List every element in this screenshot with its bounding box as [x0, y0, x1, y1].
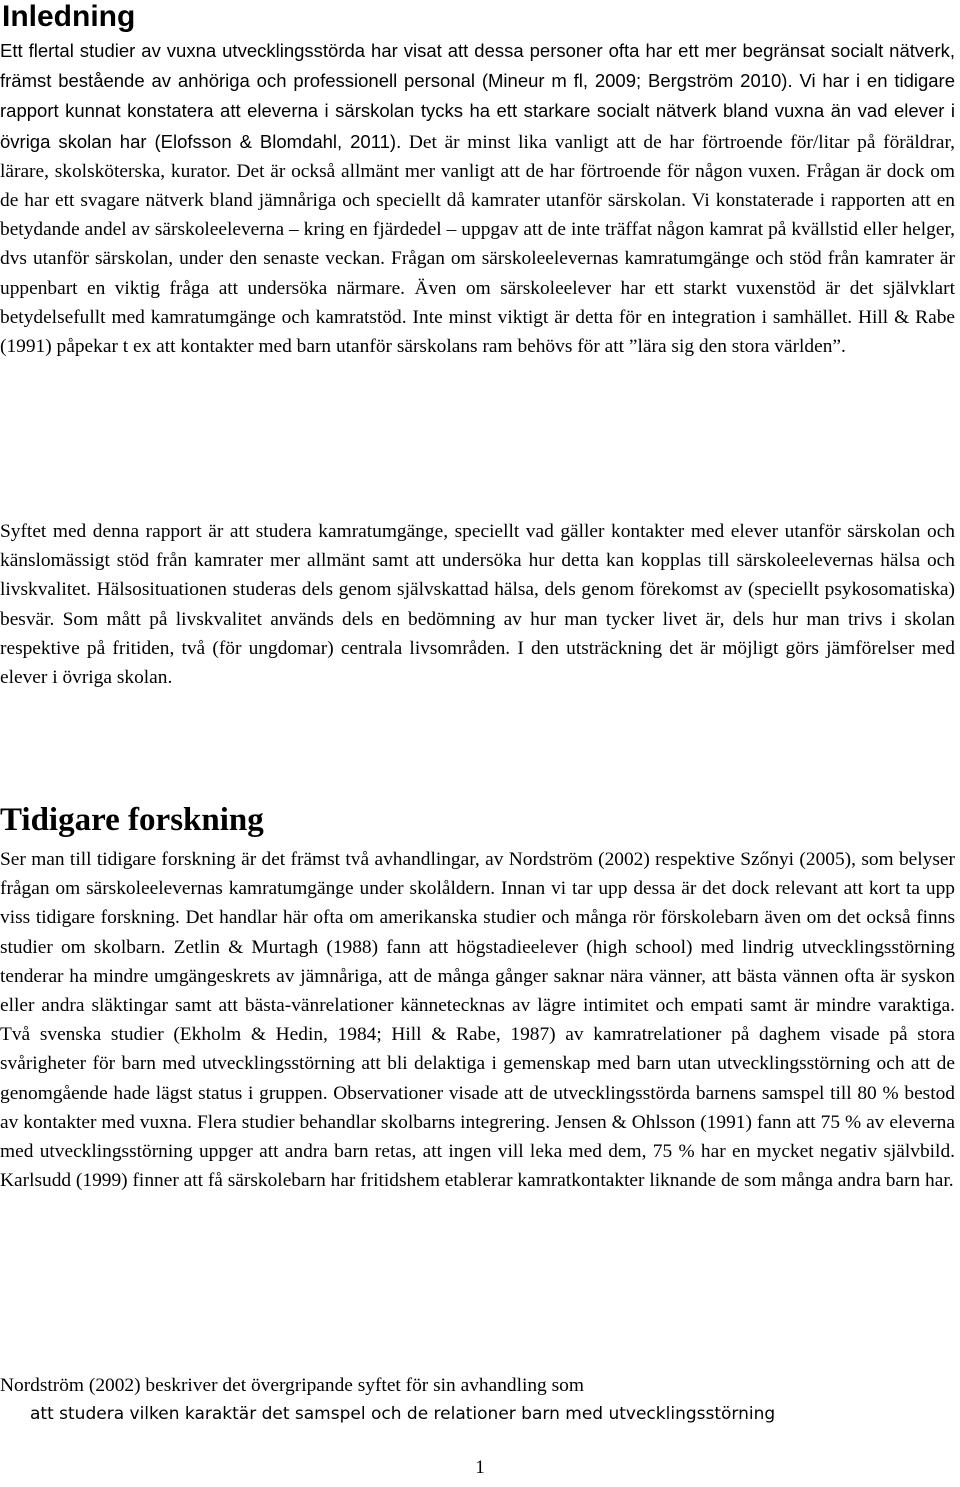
- paragraph-serif-run: Det är minst lika vanligt att de har förtroende för/litar på föräldrar, lärare, skolsköterska, kurator. Det är också allmänt mer vanligt att de har förtroende för någon vuxen. Frågan är dock om de har ett svagare nätverk bland jämnåriga och speciellt då kamrater utanför särskolan. Vi konstaterade i rapporten att en betydande andel av särskoleeleverna – kring en fjärdedel – uppgav att de inte träffat någon kamrat på kvällstid eller helger, dvs utanför särskolan, under den senaste veckan. Frågan om särskoleelevernas kamratumgänge och stöd från kamrater är uppenbart en viktig fråga att undersöka närmare. Även om särskoleelever har ett starkt vuxenstöd är det självklart betydelsefullt med kamratumgänge och kamratstöd. Inte minst viktigt är detta för en integration i samhället. Hill & Rabe (1991) påpekar t ex att kontakter med barn utanför särskolans ram behövs för att ”lära sig den stora världen”.: [0, 131, 956, 358]
- paragraph-syfte: Syftet med denna rapport är att studera kamratumgänge, speciellt vad gäller kontakter med elever utanför särskolan och känslomässigt stöd från kamrater mer allmänt samt att undersöka hur detta kan kopplas till särskoleelevernas hälsa och livskvalitet. Hälsosituationen studeras dels genom självskattad hälsa, dels genom förekomst av (speciellt psykosomatiska) besvär. Som mått på livskvalitet används dels en bedömning av hur man tycker livet är, dels hur man trivs i skolan respektive på fritiden, två (för ungdomar) centrala livsområden. I den utsträckning det är möjligt görs jämförelser med elever i övriga skolan.: [0, 521, 955, 689]
- paragraph-inledning-1: [0, 36, 955, 361]
- page-number: 1: [475, 1457, 485, 1478]
- paragraph-sans-run: Ett flertal studier av vuxna utvecklingsstörda har visat att dessa personer ofta har ett mer begränsat socialt nätverk, främst bestående av anhöriga och professionell personal (Mineur m fl, 2009; Bergström 2010). Vi har i en tidigare rapport kunnat konstatera att eleverna i särskolan tycks ha ett starkare socialt nätverk bland vuxna än vad elever i övriga skolan har (Elofsson & Blomdahl, 2011).: [0, 40, 955, 152]
- quote-line: att studera vilken karaktär det samspel och de relationer barn med utvecklingsstörning: [30, 1404, 776, 1424]
- paragraph-nordstrom: Nordström (2002) beskriver det övergripande syftet för sin avhandling som: [0, 1375, 584, 1396]
- heading-tidigare-forskning: Tidigare forskning: [0, 802, 264, 838]
- heading-inledning: Inledning: [2, 0, 136, 33]
- paragraph-tidigare-forskning: Ser man till tidigare forskning är det främst två avhandlingar, av Nordström (2002) respektive Szőnyi (2005), som belyser frågan om särskoleelevernas kamratumgänge under skolåldern. Innan vi tar upp dessa är det dock relevant att kort ta upp viss tidigare forskning. Det handlar här ofta om amerikanska studier och många rör förskolebarn även om det också finns studier om skolbarn. Zetlin & Murtagh (1988) fann att högstadieelever (high school) med lindrig utvecklingsstörning tenderar ha mindre umgängeskrets av jämnåriga, att de många gånger saknar nära vänner, att bästa vännen ofta är syskon eller andra släktingar samt att bästa-vänrelationer kännetecknas av lägre intimitet och empati samt är mindre varaktiga. Två svenska studier (Ekholm & Hedin, 1984; Hill & Rabe, 1987) av kamratrelationer på daghem visade på stora svårigheter för barn med utvecklingsstörning att bli delaktiga i gemenskap med barn utan utvecklingsstörning och att de genomgående hade lägst status i gruppen. Observationer visade att de utvecklingsstörda barnens samspel till 80 % bestod av kontakter med vuxna. Flera studier behandlar skolbarns integrering. Jensen & Ohlsson (1991) fann att 75 % av eleverna med utvecklingsstörning uppger att andra barn retas, att ingen vill leka med dem, 75 % har en mycket negativ självbild. Karlsudd (1999) finner att få särskolebarn har fritidshem etablerar kamratkontakter liknande de som många andra barn har.: [0, 849, 955, 1192]
